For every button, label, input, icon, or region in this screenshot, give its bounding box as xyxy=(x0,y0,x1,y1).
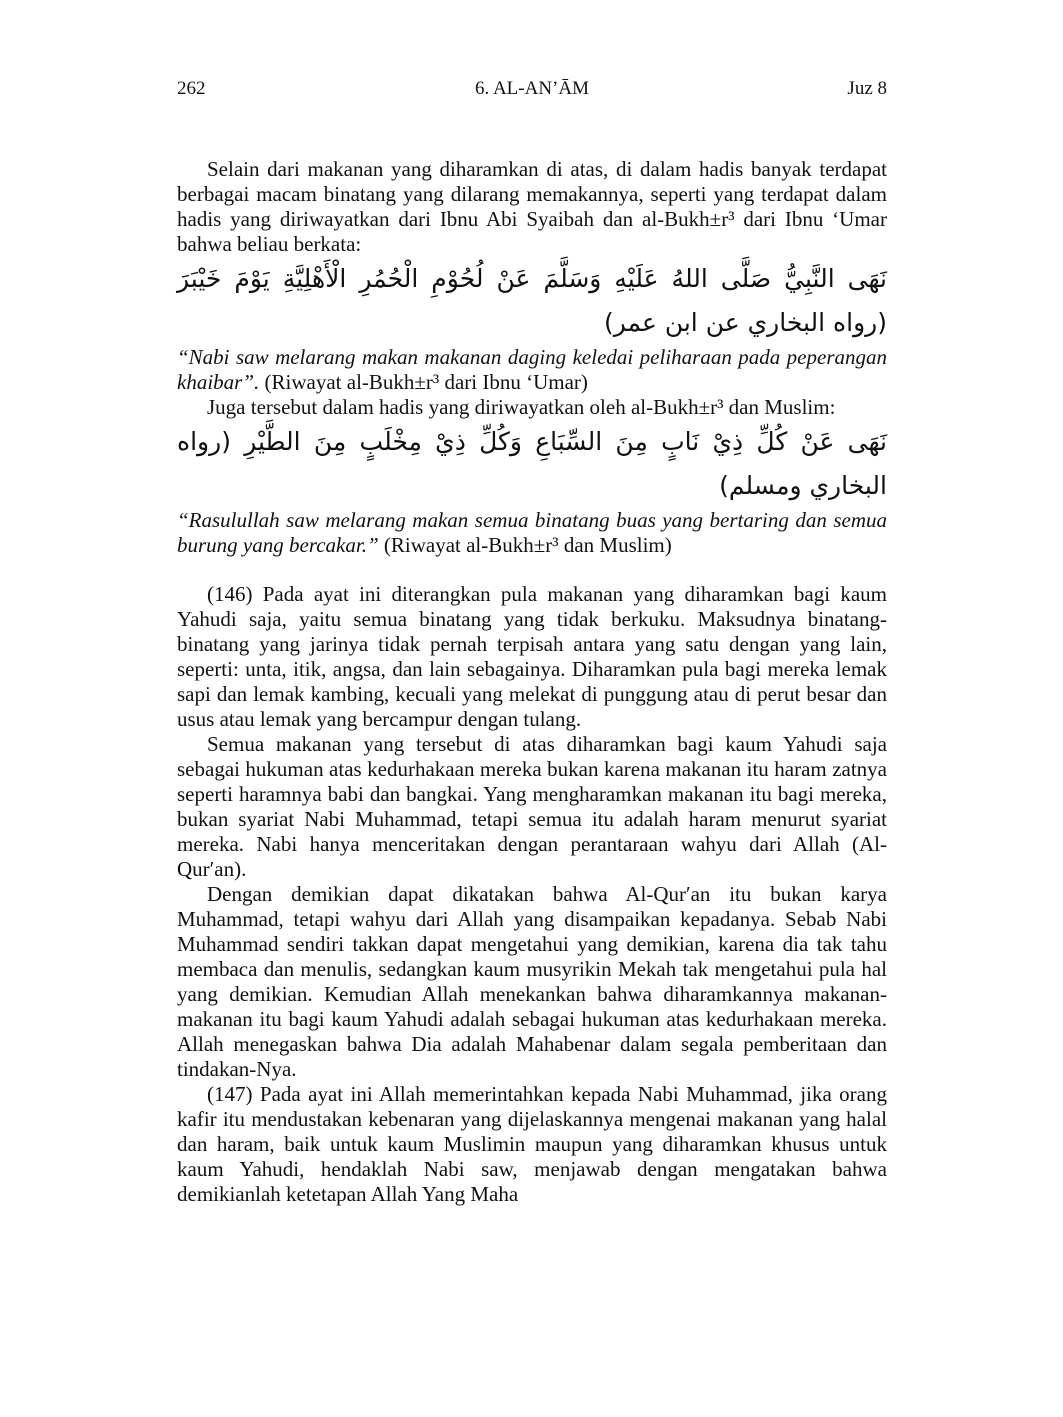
translation-1 xyxy=(177,345,887,395)
surah-title: 6. AL-AN’ĀM xyxy=(475,78,589,99)
arabic-hadith-2: نَهَى عَنْ كُلِّ ذِيْ نَابٍ مِنَ السِّبَاعِ وَكُلِّ ذِيْ مِخْلَبٍ مِنَ الطَّيْرِ (رواه البخاري ومسلم) xyxy=(177,427,887,500)
paragraph-146: (146) Pada ayat ini diterangkan pula makanan yang diharamkan bagi kaum Yahudi saja, yaitu semua binatang yang tidak berkuku. Maksudnya binatang-binatang yang jarinya tidak pernah terpisah antara yang satu dengan yang lain, seperti: unta, itik, angsa, dan lain sebagainya. Diharamkan pula bagi mereka lemak sapi dan lemak kambing, kecuali yang melekat di punggung atau di perut besar dan usus atau lemak yang bercampur dengan tulang. xyxy=(177,582,887,731)
page-body xyxy=(177,157,887,1207)
paragraph-yahudi: Semua makanan yang tersebut di atas diharamkan bagi kaum Yahudi saja sebagai hukuman atas kedurhakaan mereka bukan karena makanan itu haram zatnya seperti haramnya babi dan bangkai. Yang mengharamkan makanan itu bagi mereka, bukan syariat Nabi Muhammad, tetapi semua itu adalah haram menurut syariat mereka. Nabi hanya menceritakan dengan perantaraan wahyu dari Allah (Al-Qur′an). xyxy=(177,732,887,881)
paragraph-147: (147) Pada ayat ini Allah memerintahkan kepada Nabi Muhammad, jika orang kafir itu mendustakan kebenaran yang dijelaskannya mengenai makanan yang halal dan haram, baik untuk kaum Muslimin maupun yang diharamkan khusus untuk kaum Yahudi, hendaklah Nabi saw, menjawab dengan mengatakan bahwa demikianlah ketetapan Allah Yang Maha xyxy=(177,1082,887,1206)
page-number: 262 xyxy=(177,78,206,99)
page-header xyxy=(177,78,887,104)
translation-1-source: (Riwayat al-Bukh±r³ dari Ibnu ‘Umar) xyxy=(259,370,588,394)
translation-2-text: “Rasulullah saw melarang makan semua binatang buas yang bertaring dan semua burung yang bercakar.” xyxy=(177,508,887,557)
paragraph-quran: Dengan demikian dapat dikatakan bahwa Al-Qur′an itu bukan karya Muhammad, tetapi wahyu dari Allah yang disampaikan kepadanya. Sebab Nabi Muhammad sendiri takkan dapat mengetahui yang demikian, karena dia tak tahu membaca dan menulis, sedangkan kaum musyrikin Mekah tak mengetahui pula hal yang demikian. Kemudian Allah menekankan bahwa diharamkannya makanan-makanan itu bagi kaum Yahudi adalah sebagai hukuman atas kedurhakaan mereka. Allah menegaskan bahwa Dia adalah Mahabenar dalam segala pemberitaan dan tindakan-Nya. xyxy=(177,882,887,1081)
paragraph-intro: Selain dari makanan yang diharamkan di atas, di dalam hadis banyak terdapat berbagai macam binatang yang dilarang memakannya, seperti yang terdapat dalam hadis yang diriwayatkan dari Ibnu Abi Syaibah dan al-Bukh±r³ dari Ibnu ‘Umar bahwa beliau berkata: xyxy=(177,157,887,256)
juz-label: Juz 8 xyxy=(847,78,887,99)
translation-1-text: “Nabi saw melarang makan makanan daging keledai peliharaan pada peperangan khaibar”. xyxy=(177,345,887,394)
arabic-hadith-1: نَهَى النَّبِيُّ صَلَّى اللهُ عَلَيْهِ وَسَلَّمَ عَنْ لُحُوْمِ الْحُمُرِ الْأَهْلِيَّةِ يَوْمَ خَيْبَرَ (رواه البخاري عن ابن عمر) xyxy=(177,264,887,337)
translation-2-source: (Riwayat al-Bukh±r³ dan Muslim) xyxy=(378,533,672,557)
translation-2 xyxy=(177,508,887,558)
paragraph-second-hadith: Juga tersebut dalam hadis yang diriwayatkan oleh al-Bukh±r³ dan Muslim: xyxy=(207,395,836,419)
paragraph-gap xyxy=(177,558,887,582)
